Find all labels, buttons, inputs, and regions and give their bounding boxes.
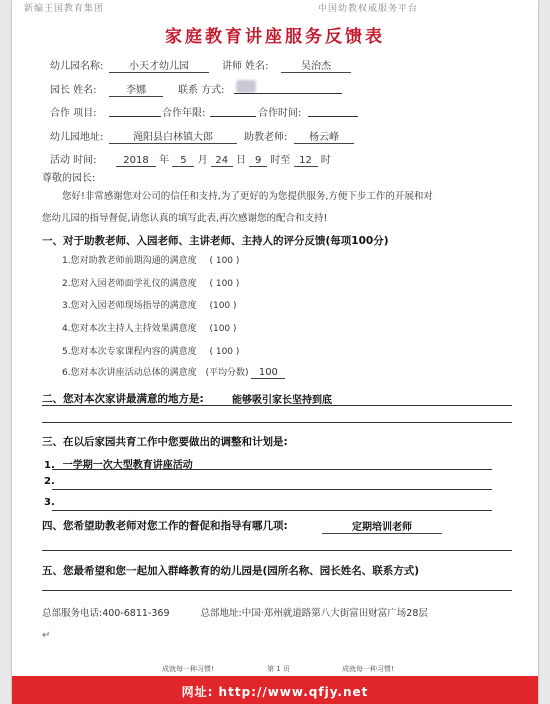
page-number: 第 1 页 (267, 665, 290, 673)
director-value: 李娜 (109, 81, 163, 97)
years-label: 合作年限: (162, 108, 206, 119)
end-hour-unit: 时 (320, 155, 331, 166)
year-unit: 年 (159, 155, 170, 166)
rating-item-1 (62, 253, 239, 266)
section5-title: 五、您最希望和您一起加入群峰教育的幼儿园是(园所名称、园长姓名、联系方式) (42, 565, 420, 577)
footer-phone: 400-6811-369 (102, 608, 170, 619)
footer-address: 中国·郑州就道路第八大街富田财富广场28层 (241, 608, 428, 619)
activity-year: 2018 (116, 155, 156, 167)
paragraph-mark: ↵ (42, 630, 51, 641)
plan-item-2 (44, 476, 55, 487)
activity-label: 活动 时间: (50, 155, 97, 166)
lecturer-value: 吴治杰 (281, 57, 351, 73)
director-label: 园长 姓名: (50, 85, 97, 96)
contact-redacted (236, 80, 256, 93)
section2-line-2 (42, 422, 512, 423)
lecturer-label: 讲师 姓名: (222, 61, 269, 72)
rating-item-6 (62, 365, 285, 379)
intro-line-2: 您幼儿园的指导督促,请您认真的填写此表,再次感谢您的配合和支持! (42, 213, 328, 224)
plan-item-3-line (52, 510, 492, 511)
contact-line (234, 93, 342, 94)
activity-end-hour: 12 (294, 155, 318, 167)
website-url[interactable]: 网址: http://www.qfjy.net (181, 685, 369, 699)
greeting: 尊敬的园长: (42, 173, 96, 184)
assistant-label: 助教老师: (244, 132, 288, 143)
rating-item-2-label: 2.您对入园老师面学礼仪的满意度 (62, 279, 197, 289)
address-value: 渑阳县白林镇大郎 (109, 128, 237, 144)
plan-item-3-num: 3. (44, 497, 55, 508)
section1-title: 一、对于助教老师、入园老师、主讲老师、主持人的评分反馈(每项100分) (42, 235, 389, 247)
rating-item-5-label: 5.您对本次专家课程内容的满意度 (62, 347, 197, 357)
rating-item-2-score: ( 100 ) (209, 279, 240, 289)
activity-time (116, 151, 331, 167)
rating-item-6-score: 100 (251, 367, 285, 379)
address-label: 幼儿园地址: (50, 132, 104, 143)
section5-line (42, 590, 512, 591)
header-right: 中国幼教权威服务平台 (318, 4, 419, 14)
month-unit: 月 (197, 155, 208, 166)
activity-month: 5 (172, 155, 194, 167)
school-value: 小天才幼儿园 (109, 57, 209, 73)
footer-phone-label: 总部服务电话: (42, 608, 103, 619)
years-line (210, 116, 256, 117)
time-label: 合作时间: (258, 108, 302, 119)
rating-item-6-avg: (平均分数) (205, 368, 249, 378)
assistant-value: 杨云峰 (294, 128, 354, 144)
rating-item-6-label: 6.您对本次讲座活动总体的满意度 (62, 368, 197, 378)
plan-item-2-line (52, 489, 492, 490)
project-label: 合作 项目: (50, 108, 97, 119)
plan-item-1-num: 1. (44, 460, 55, 471)
contact-label: 联系 方式: (178, 85, 225, 96)
document-page (12, 0, 538, 704)
rating-item-1-score: ( 100 ) (209, 256, 240, 266)
footer-address-label: 总部地址: (200, 608, 242, 619)
activity-day: 24 (211, 155, 233, 167)
section2-answer: 能够吸引家长坚持到底 (232, 395, 332, 406)
plan-item-3 (44, 497, 55, 508)
rating-item-2 (62, 276, 239, 289)
activity-hour: 9 (249, 155, 267, 167)
day-unit: 日 (235, 155, 246, 166)
rating-item-3-score: (100 ) (209, 301, 237, 311)
page-title: 家庭教育讲座服务反馈表 (165, 27, 385, 47)
section2-title: 二、您对本次家讲最满意的地方是: (42, 393, 204, 405)
section4-title: 四、您希望助教老师对您工作的督促和指导有哪几项: (42, 520, 288, 532)
rating-item-5 (62, 344, 239, 357)
project-line (109, 116, 161, 117)
plan-item-2-num: 2. (44, 476, 55, 487)
section4-answer: 定期培训老师 (322, 518, 442, 534)
rating-item-1-label: 1.您对助教老师前期沟通的满意度 (62, 256, 197, 266)
time-line (308, 116, 358, 117)
page-footer-right: 成就每一种习惯! (342, 665, 394, 673)
intro-line-1: 您好!非常感谢您对公司的信任和支持,为了更好的为您提供服务,方便下步工作的开展和对 (62, 191, 433, 202)
hour-unit: 时至 (270, 155, 291, 166)
rating-item-4-label: 4.您对本次主持人主持效果满意度 (62, 324, 197, 334)
plan-item-1-text: 一学期一次大型教育讲座活动 (62, 460, 193, 471)
rating-item-3 (62, 298, 237, 311)
rating-item-4-score: (100 ) (209, 324, 237, 334)
section2-line (42, 405, 512, 406)
rating-item-5-score: ( 100 ) (209, 347, 240, 357)
header-left: 新编王国教育集团 (24, 4, 105, 14)
plan-item-1-line (52, 469, 492, 470)
section3-title: 三、在以后家园共育工作中您要做出的调整和计划是: (42, 436, 288, 448)
school-label: 幼儿园名称: (50, 61, 104, 72)
page-footer-left: 成就每一种习惯! (162, 665, 214, 673)
section4-line (42, 550, 512, 551)
rating-item-3-label: 3.您对入园老师现场指导的满意度 (62, 301, 197, 311)
footer-contact (42, 605, 428, 619)
rating-item-4 (62, 321, 237, 334)
